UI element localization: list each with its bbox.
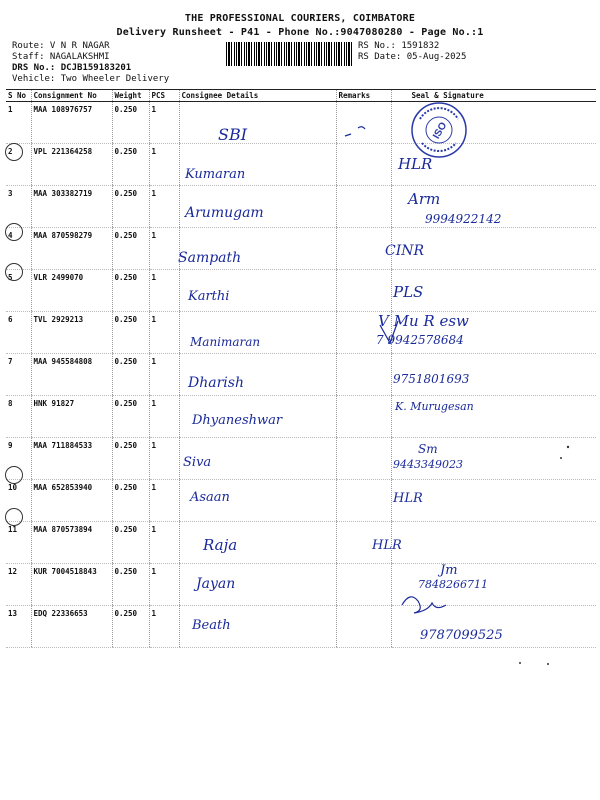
row-sno: 12 xyxy=(6,564,31,606)
handwritten-name: Asaan xyxy=(190,490,230,505)
handwritten-name: Beath xyxy=(192,618,231,633)
handwritten-signature: 7 9942578684 xyxy=(376,333,464,347)
row-sno: 10 xyxy=(6,480,31,522)
row-sno: 6 xyxy=(6,312,31,354)
row-sno: 3 xyxy=(6,186,31,228)
handwritten-name: Jayan xyxy=(196,576,236,592)
handwritten-signature: HLR xyxy=(398,155,433,173)
row-pcs: 1 xyxy=(149,270,179,312)
handwritten-name: Karthi xyxy=(188,289,230,304)
row-weight: 0.250 xyxy=(112,606,149,648)
handwritten-signature: Jm xyxy=(440,563,458,578)
row-weight: 0.250 xyxy=(112,522,149,564)
row-consignment: MAA 870598279 xyxy=(31,228,112,270)
row-weight: 0.250 xyxy=(112,312,149,354)
row-weight: 0.250 xyxy=(112,354,149,396)
rs-no-label: RS No.: 1591832 xyxy=(358,41,440,51)
row-consignment: HNK 91827 xyxy=(31,396,112,438)
company-title: THE PROFESSIONAL COURIERS, COIMBATORE xyxy=(184,13,416,24)
row-consignment: MAA 711884533 xyxy=(31,438,112,480)
row-sno: 13 xyxy=(6,606,31,648)
handwritten-name: Kumaran xyxy=(185,167,246,182)
handwritten-signature: HLR xyxy=(372,538,402,553)
handwritten-signature: 9994922142 xyxy=(425,212,502,226)
remark-tick xyxy=(345,134,351,136)
row-consignment: MAA 652853940 xyxy=(31,480,112,522)
handwritten-name: Siva xyxy=(183,455,212,470)
row-weight: 0.250 xyxy=(112,186,149,228)
pen-dot xyxy=(567,446,569,448)
row-consignment: TVL 2929213 xyxy=(31,312,112,354)
handwritten-name: Manimaran xyxy=(190,335,261,349)
handwritten-signature: K. Murugesan xyxy=(395,400,474,413)
row-consignment: KUR 7004518843 xyxy=(31,564,112,606)
handwritten-name: Arumugam xyxy=(185,205,264,221)
handwritten-signature: 9787099525 xyxy=(420,628,503,643)
row-weight: 0.250 xyxy=(112,564,149,606)
col-consignment: Consignment No xyxy=(31,90,112,102)
pen-dot xyxy=(519,662,521,664)
handwritten-signature: Arm xyxy=(408,190,441,208)
row-sno: 7 xyxy=(6,354,31,396)
col-seal: Seal & Signature xyxy=(391,90,596,102)
route-label: Route: V N R NAGAR xyxy=(12,41,110,51)
staff-label: Staff: NAGALAKSHMI xyxy=(12,52,110,62)
handwritten-name: SBI xyxy=(218,125,248,144)
row-sno: 8 xyxy=(6,396,31,438)
row-pcs: 1 xyxy=(149,354,179,396)
row-pcs: 1 xyxy=(149,606,179,648)
row-sno: 2 xyxy=(6,144,31,186)
row-weight: 0.250 xyxy=(112,144,149,186)
company-seal xyxy=(410,101,468,159)
row-pcs: 1 xyxy=(149,228,179,270)
col-remarks: Remarks xyxy=(336,90,391,102)
handwritten-signature: 9443349023 xyxy=(393,458,463,471)
row-consignment: VLR 2499070 xyxy=(31,270,112,312)
row-pcs: 1 xyxy=(149,186,179,228)
row-weight: 0.250 xyxy=(112,102,149,144)
row-pcs: 1 xyxy=(149,396,179,438)
row-consignment: MAA 870573894 xyxy=(31,522,112,564)
col-weight: Weight xyxy=(112,90,149,102)
row-weight: 0.250 xyxy=(112,270,149,312)
row-pcs: 1 xyxy=(149,480,179,522)
remark-tick xyxy=(358,127,365,129)
row-consignment: EDQ 22336653 xyxy=(31,606,112,648)
row-weight: 0.250 xyxy=(112,480,149,522)
handwritten-name: Sampath xyxy=(178,250,242,266)
row-sno: 1 xyxy=(6,102,31,144)
row-consignment: MAA 303382719 xyxy=(31,186,112,228)
row-pcs: 1 xyxy=(149,438,179,480)
col-sno: S No xyxy=(6,90,31,102)
seal-mark: ISO xyxy=(431,120,450,141)
handwritten-signature: 9751801693 xyxy=(393,372,470,386)
handwritten-name: Dhyaneshwar xyxy=(192,413,283,428)
pen-dot xyxy=(547,663,549,665)
col-pcs: PCS xyxy=(149,90,179,102)
row-weight: 0.250 xyxy=(112,396,149,438)
row-pcs: 1 xyxy=(149,522,179,564)
handwritten-signature: Sm xyxy=(418,442,438,456)
row-consignment: MAA 945584808 xyxy=(31,354,112,396)
row-pcs: 1 xyxy=(149,564,179,606)
row-sno: 4 xyxy=(6,228,31,270)
row-sno: 5 xyxy=(6,270,31,312)
handwritten-signature: CINR xyxy=(385,243,425,259)
handwritten-signature: V Mu R esw xyxy=(378,312,469,330)
row-weight: 0.250 xyxy=(112,438,149,480)
handwritten-signature: PLS xyxy=(393,283,424,301)
rs-date-label: RS Date: 05-Aug-2025 xyxy=(358,52,467,62)
drs-label: DRS No.: DCJB159183201 xyxy=(12,63,132,73)
vehicle-label: Vehicle: Two Wheeler Delivery xyxy=(12,74,170,84)
runsheet-title: Delivery Runsheet - P41 - Phone No.:9047080280 - Page No.:1 xyxy=(116,27,484,38)
row-pcs: 1 xyxy=(149,312,179,354)
row-pcs: 1 xyxy=(149,144,179,186)
row-pcs: 1 xyxy=(149,102,179,144)
handwritten-signature: 7848266711 xyxy=(418,578,488,591)
handwritten-name: Raja xyxy=(203,536,238,554)
col-consignee: Consignee Details xyxy=(179,90,336,102)
pen-dot xyxy=(560,457,562,459)
row-consignment: MAA 108976757 xyxy=(31,102,112,144)
row-sno: 9 xyxy=(6,438,31,480)
handwritten-signature: HLR xyxy=(393,491,423,506)
row-consignment: VPL 221364258 xyxy=(31,144,112,186)
signature-scribble xyxy=(380,321,398,343)
signature-scribble xyxy=(402,597,446,613)
row-weight: 0.250 xyxy=(112,228,149,270)
row-sno: 11 xyxy=(6,522,31,564)
handwritten-name: Dharish xyxy=(188,375,244,391)
